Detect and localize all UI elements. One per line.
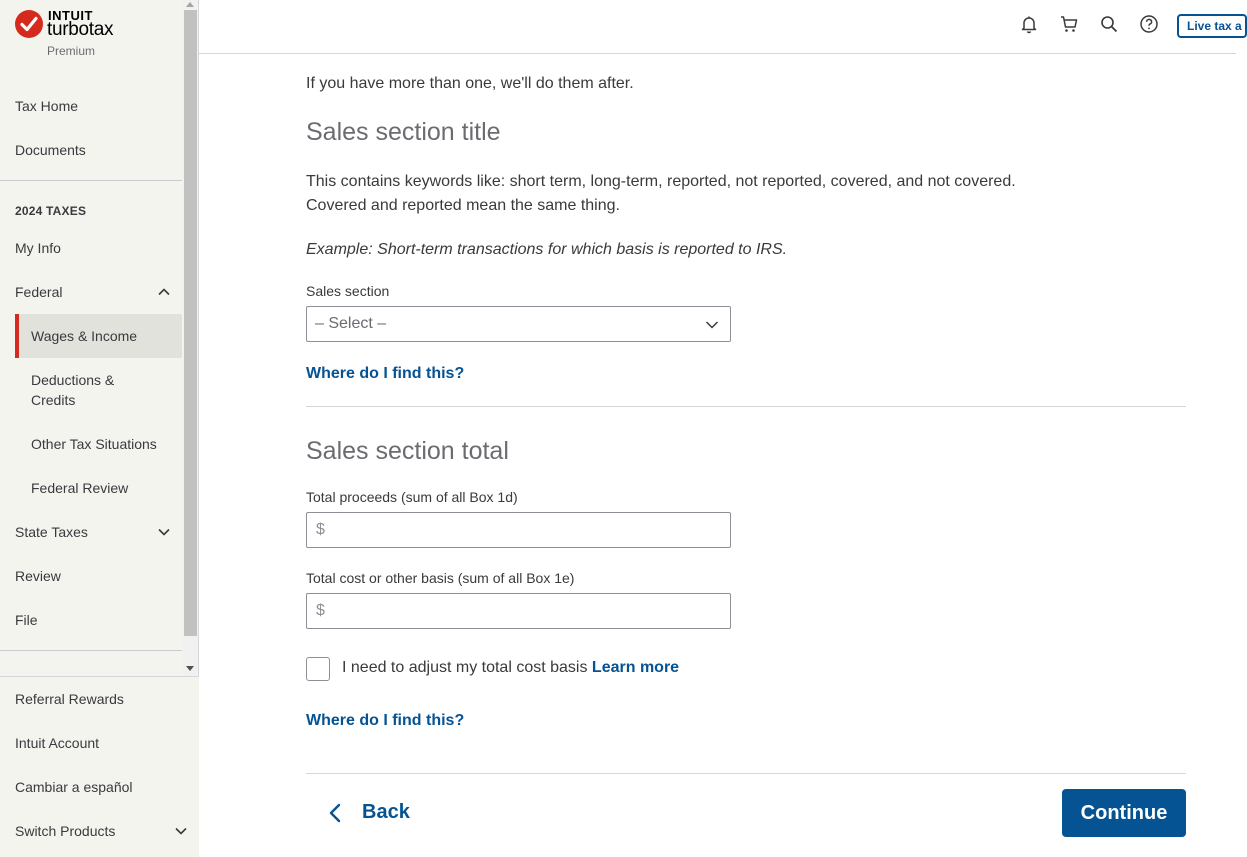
logo-edition: Premium [47,44,96,58]
section-divider [306,406,1186,407]
logo-company: INTUIT [48,8,93,23]
adjust-cost-basis-label [342,659,679,677]
total-proceeds-label: Total proceeds (sum of all Box 1d) [306,489,518,505]
top-bar [199,0,1242,54]
sidebar-item-documents[interactable]: Documents [15,142,86,158]
sidebar-item-cambiar-espanol[interactable]: Cambiar a español [15,779,133,795]
checkmark-logo-icon [15,10,43,38]
help-icon[interactable] [1139,14,1159,34]
sales-section-label: Sales section [306,283,390,299]
sidebar-item-referral-rewards[interactable]: Referral Rewards [15,691,124,707]
chevron-down-icon[interactable] [173,823,189,839]
sales-section-select[interactable] [306,306,731,342]
currency-prefix: $ [316,602,325,619]
sidebar-item-state-taxes[interactable]: State Taxes [15,524,88,540]
sidebar-item-intuit-account[interactable]: Intuit Account [15,735,100,751]
chevron-down-icon[interactable] [156,524,172,540]
where-do-i-find-this-link[interactable]: Where do I find this? [306,712,465,729]
total-proceeds-input[interactable] [306,512,731,548]
chevron-up-icon[interactable] [156,284,172,300]
where-do-i-find-this-link[interactable]: Where do I find this? [306,365,465,382]
scroll-down-icon[interactable] [186,666,194,671]
sidebar-item-federal-review[interactable]: Federal Review [31,480,129,496]
search-icon[interactable] [1099,14,1119,34]
sales-section-title-heading: Sales section title [306,118,501,146]
live-tax-advice-button[interactable]: Live tax a [1177,14,1247,38]
currency-prefix: $ [316,521,325,538]
sidebar-item-wages-income[interactable]: Wages & Income [31,328,138,344]
adjust-cost-basis-checkbox[interactable] [306,657,330,681]
sales-section-select-value: – Select – [315,315,387,332]
footer-divider [306,773,1186,774]
sidebar-item-review[interactable]: Review [15,568,61,584]
sidebar-scrollbar-thumb[interactable] [184,10,197,636]
learn-more-link[interactable]: Learn more [591,659,680,676]
example-text: Example: Short-term transactions for which basis is reported to IRS. [306,241,788,258]
sidebar-item-other-tax-situations[interactable]: Other Tax Situations [31,436,157,452]
sidebar-item-deductions-credits[interactable]: Deductions & Credits [31,372,115,408]
scroll-up-icon[interactable] [186,2,194,7]
sidebar-section-title: 2024 TAXES [15,204,87,218]
intro-text: If you have more than one, we'll do them after. [306,75,634,92]
sidebar-divider [0,180,182,181]
sidebar-item-file[interactable]: File [15,612,38,628]
cart-icon[interactable] [1059,14,1079,34]
turbotax-logo[interactable] [15,8,185,60]
sidebar-divider [0,650,182,651]
sidebar-item-switch-products[interactable]: Switch Products [15,823,116,839]
sidebar-item-federal[interactable]: Federal [15,284,63,300]
chevron-left-icon [326,802,346,824]
bell-icon[interactable] [1019,14,1039,34]
chevron-down-icon [704,317,720,333]
sales-section-total-heading: Sales section total [306,437,509,465]
description-line-1: This contains keywords like: short term, long-term, reported, not reported, covered, and not covered. [306,173,1016,190]
back-label: Back [362,801,410,823]
total-cost-label: Total cost or other basis (sum of all Box 1e) [306,570,575,586]
sidebar-bottom-nav [0,676,199,857]
sidebar-item-my-info[interactable]: My Info [15,240,61,256]
sidebar-item-tax-home[interactable]: Tax Home [15,98,79,114]
total-cost-input[interactable] [306,593,731,629]
adjust-cost-basis-text: I need to adjust my total cost basis [342,659,588,676]
description-line-2: Covered and reported mean the same thing. [306,197,620,214]
sidebar [0,0,199,857]
logo-product: turbotax [47,19,114,40]
continue-button[interactable]: Continue [1062,789,1186,837]
